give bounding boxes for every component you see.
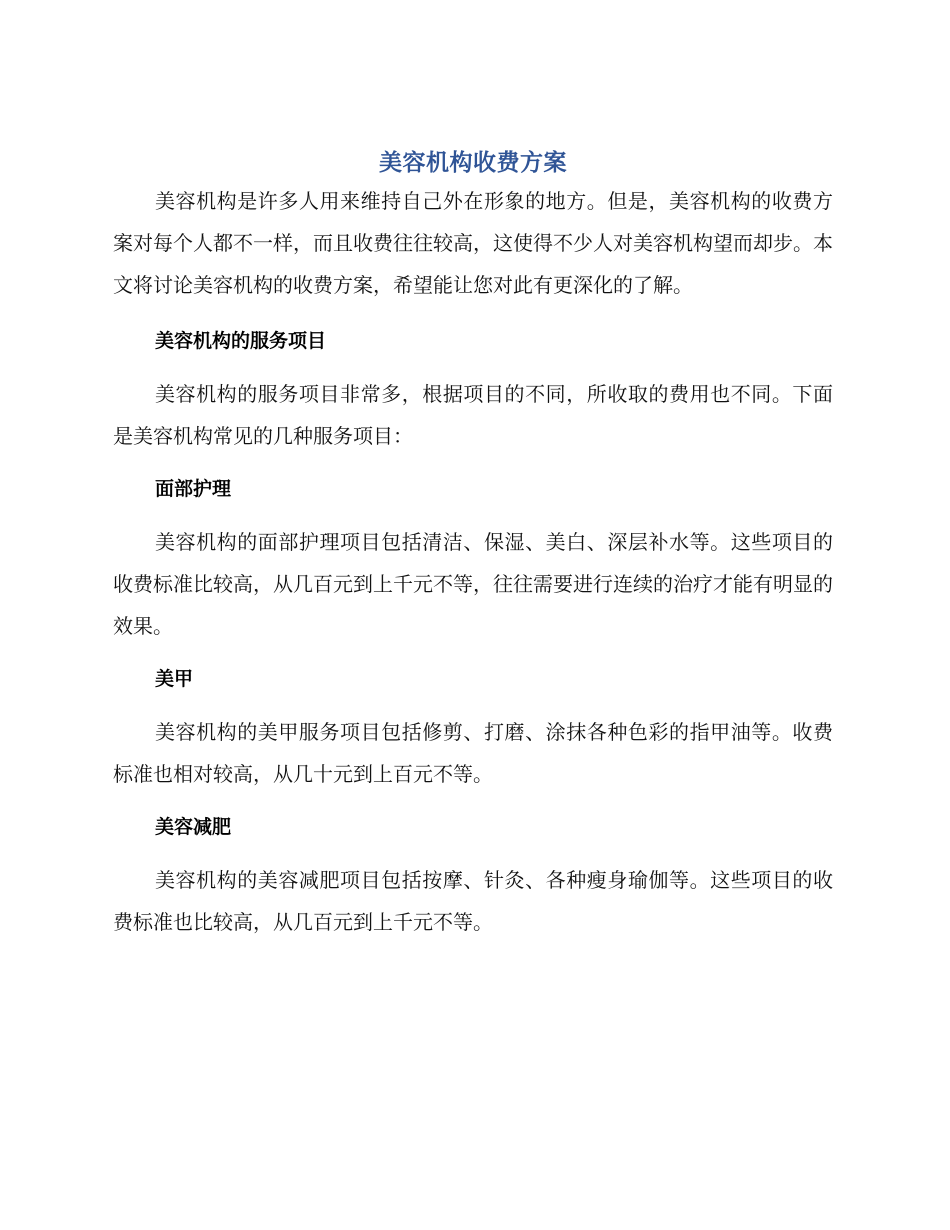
section-heading-slimming: 美容减肥 [155, 816, 232, 838]
section-body-services: 美容机构的服务项目非常多，根据项目的不同，所收取的费用也不同。下面是美容机构常见的几种服务项目： [113, 382, 833, 448]
section-body-facial-care: 美容机构的面部护理项目包括清洁、保湿、美白、深层补水等。这些项目的收费标准比较高，从几百元到上千元不等，往往需要进行连续的治疗才能有明显的效果。 [113, 530, 833, 638]
section-heading-manicure: 美甲 [155, 668, 194, 690]
document-title: 美容机构收费方案 [379, 150, 567, 176]
section-heading-services: 美容机构的服务项目 [155, 330, 327, 352]
section-body-manicure: 美容机构的美甲服务项目包括修剪、打磨、涂抹各种色彩的指甲油等。收费标准也相对较高，从几十元到上百元不等。 [113, 720, 833, 786]
document-body [113, 146, 833, 943]
intro-paragraph: 美容机构是许多人用来维持自己外在形象的地方。但是，美容机构的收费方案对每个人都不一样，而且收费往往较高，这使得不少人对美容机构望而却步。本文将讨论美容机构的收费方案，希望能让您对此有更深化的了解。 [113, 189, 833, 297]
section-heading-facial-care: 面部护理 [155, 478, 232, 500]
section-body-slimming: 美容机构的美容减肥项目包括按摩、针灸、各种瘦身瑜伽等。这些项目的收费标准也比较高，从几百元到上千元不等。 [113, 868, 833, 934]
